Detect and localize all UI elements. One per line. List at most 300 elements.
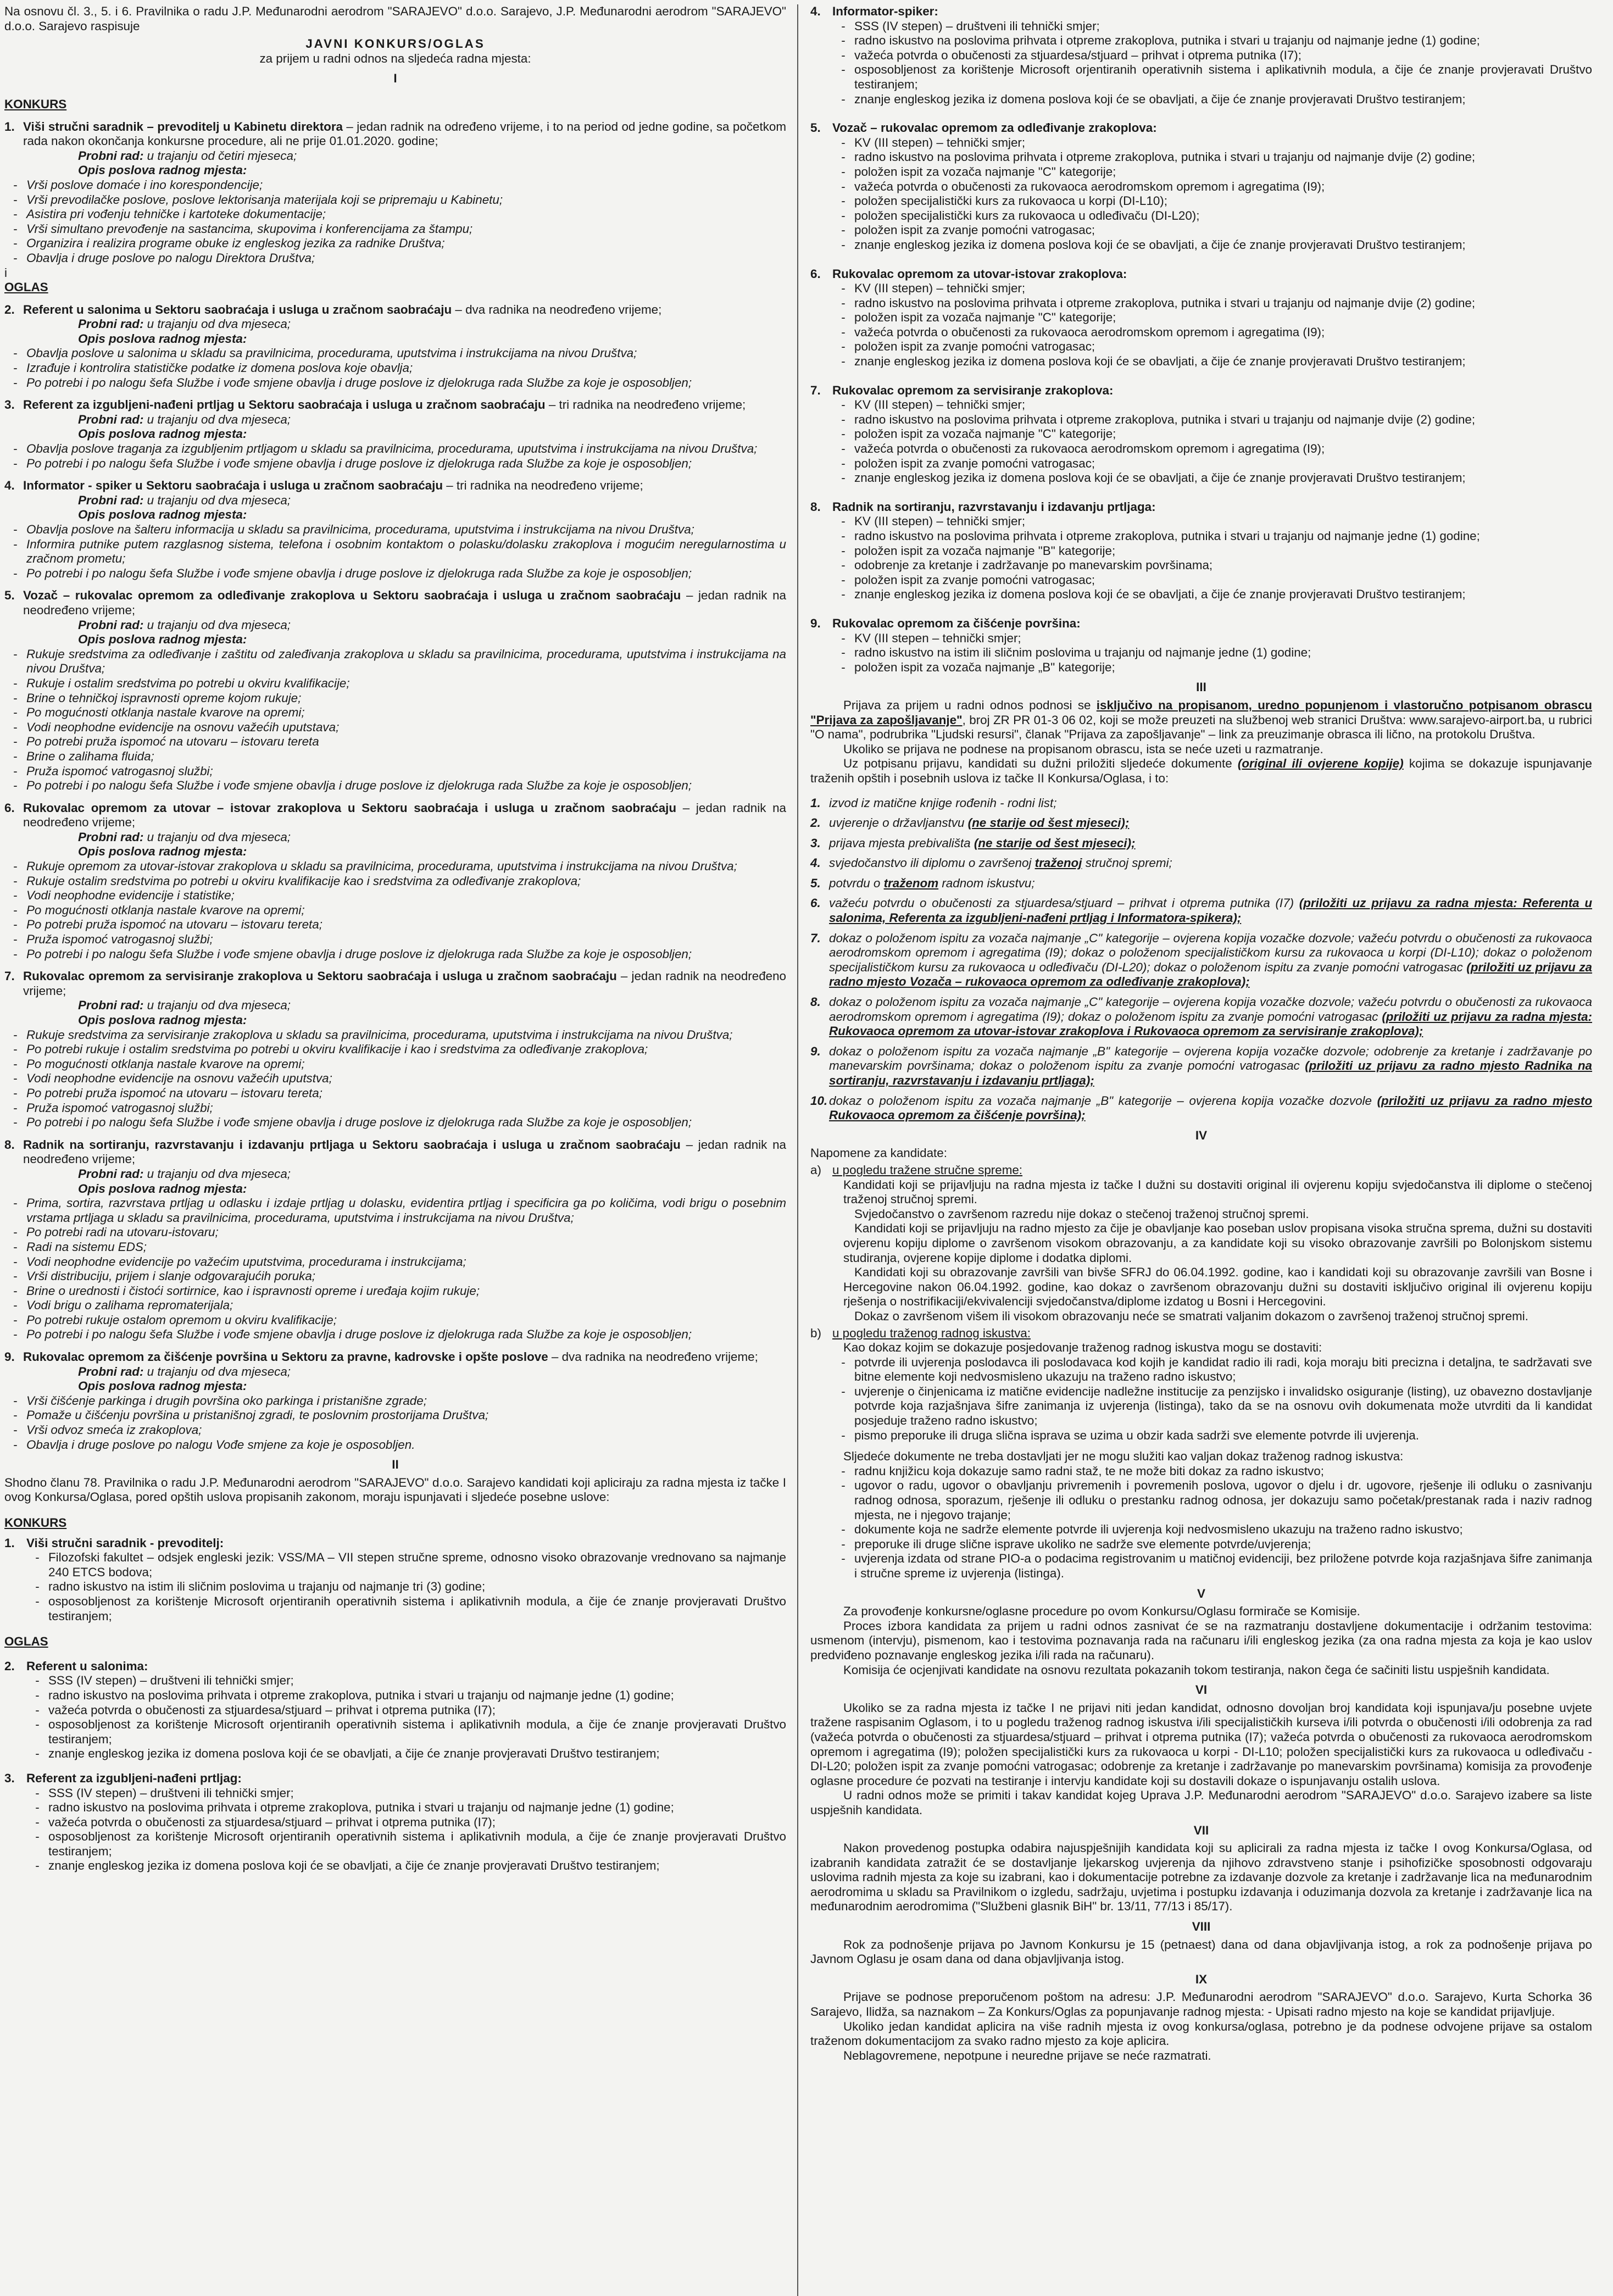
list-text: Po potrebi rukuje i ostalim sredstvima po potrebi u okviru kvalifikacije i kao i sredstvima za odleđivanje zrakoplova; [26, 1042, 648, 1057]
section-vii-heading: VII [1193, 1823, 1209, 1837]
dash-mark: - [13, 888, 18, 903]
dash-mark: - [841, 1384, 846, 1398]
note-a-paragraph: Kandidati koji se prijavljuju na radna mjesta iz tačke I dužni su dostaviti original ili ovjerenu kopiju svjedočanstva ili diplome o stečenoj traženoj stručnoj spremi. [843, 1177, 1592, 1207]
dash-mark: - [841, 1428, 846, 1442]
dash-mark: - [841, 135, 846, 149]
list-text: Obavlja poslove na šalteru informacija u skladu sa pravilnicima, procedurama, uputstvima i instrukcijama na nivou Društva; [26, 522, 694, 536]
duty-item [4, 1423, 786, 1438]
duty-item [4, 537, 786, 566]
list-text: Rukuje i ostalim sredstvima po potrebi u okviru kvalifikacije; [26, 676, 350, 690]
invalid-evidence-item [832, 1464, 1592, 1479]
req-konkurs-heading: KONKURS [4, 1516, 67, 1530]
dash-mark: - [841, 354, 846, 369]
requirement-line [832, 281, 1592, 296]
duty-item [4, 1101, 786, 1116]
list-text: osposobljenost za korištenje Microsoft orjentiranih operativnih sistema i aplikativnih modula, a čije će znanje provjeravati Društvo testiranjem; [854, 63, 1592, 91]
position-duties [4, 346, 786, 390]
duty-item [4, 1408, 786, 1423]
req-oglas-heading: OGLAS [4, 1635, 48, 1649]
duty-item [4, 1284, 786, 1299]
list-text: osposobljenost za korištenje Microsoft orjentiranih operativnih sistema i aplikativnih modula, a čije će znanje provjeravati Društvo testiranjem; [48, 1717, 786, 1746]
duty-item: - Vrši simultano prevođenje na sastancima, skupovima i konferencijama za štampu; [13, 221, 473, 236]
dash-mark: - [35, 1786, 40, 1800]
probni-label: Probni rad: [78, 618, 144, 632]
document-text: izvod iz matične knjige rođenih - rodni list; [829, 796, 1057, 810]
list-text: uvjerenje o činjenicama iz matične evidencije nadležne institucije za penzijsko i invalidsko osiguranje (listing), uz obavezno dostavljanje potvrde koja razjašnjava šifre zanimanja iz uvjerenja (listinga), tako da se na osnovu ovih dokumenata može utvrditi da li kandidat posjeduje traženo radno iskustvo; [854, 1384, 1592, 1428]
position-terms: – jedan radnik na neodređeno vrijeme; [23, 969, 786, 998]
requirement-lines [810, 398, 1592, 486]
duty-item [4, 1240, 786, 1255]
requirement-line [832, 325, 1592, 340]
requirement-line [26, 1859, 786, 1874]
dash-mark: - [841, 1552, 846, 1566]
duty-item [4, 749, 786, 764]
vi-paragraph-1: Ukoliko se za radna mjesta iz tačke I ne prijavi niti jedan kandidat, odnosno dovoljan broj kandidata koji ispunjava/ju posebne uvjete tražene raspisanim Oglasom, i to u pogledu traženog radnog iskustva i/ili specijalističkih kurseva i/ili potvrda o obučenosti i/ili odobrenja za rad (važeća potvrda o obučenosti za stjuardesa/stjuard – prihvat i otprema putnika (I7); važeća potvrda o obučenosti za rukovaoca aerodromskom opremom i agregatima (I9); položen specijalistički kurs za rukovaoca u korpi - DI-L10; položen specijalistički kurs za rukovaoca u odleđivaču - DI-L20; položen ispit za zvanje pomoćni vatrogasac; odobrenje za kretanje i zadržavanje po manevarskim površinama) komisija za provođenje oglasne procedure će pozvati na testiranje i intervju kandidate koji su dostavili dokaze o ispunjavanju ostalih uslova. [810, 1700, 1592, 1788]
ix-paragraph-1: Prijave se podnose preporučenom poštom na adresu: J.P. Međunarodni aerodrom "SARAJEVO" d.o.o. Sarajevo, Kurta Schorka 36 Sarajevo, Ilidža, sa naznakom – Za Konkurs/Oglas za popunjavanje radnog mjesta: - Upisati radno mjesto na koje se kandidat prijavljuje. [810, 1990, 1592, 2019]
position-number: 7. [4, 969, 15, 983]
iv-intro: Napomene za kandidate: [810, 1146, 947, 1160]
requirement-title: Vozač – rukovalac opremom za odleđivanje zrakoplova: [832, 121, 1157, 135]
requirement-title: Referent u salonima: [26, 1659, 148, 1673]
position-number: 8. [4, 1137, 15, 1152]
position-duties [4, 859, 786, 961]
probni-value: u trajanju od dva mjeseca; [147, 412, 291, 426]
list-text: znanje engleskog jezika iz domena poslova koji će se obavljati, a čije će znanje provjeravati Društvo testiranjem; [854, 237, 1466, 252]
list-text: preporuke ili druge slične isprave ukoliko ne sadrže sve elemente potvrde/uvjerenja; [854, 1537, 1311, 1551]
list-text: Obavlja i druge poslove po nalogu Vođe smjene za koje je osposobljen. [26, 1437, 415, 1452]
position-title: Radnik na sortiranju, razvrstavanju i izdavanju prtljaga u Sektoru saobraćaja i usluga u zračnom saobraćaju [23, 1137, 681, 1152]
requirement-lines [810, 136, 1592, 253]
probni-value: u trajanju od dva mjeseca; [147, 1364, 291, 1378]
position-title: Vozač – rukovalac opremom za odleđivanje zrakoplova u Sektoru saobraćaja i usluga u zračnom saobraćaju [23, 588, 681, 603]
position-title: Informator - spiker u Sektoru saobraćaja i usluga u zračnom saobraćaju [23, 479, 443, 493]
document-text: dokaz o položenom ispitu za vozača najmanje „B" kategorije – ovjerena kopija vozačke dozvole; odobrenje za kretanje i zadržavanje po manevarskim površinama; dokaz o položenom ispitu za zvanje pomoćni vatrogasac (priložiti uz prijavu za radno mjesto Radnika na sortiranju, razvrstavanju i izdavanju prtljaga); [829, 1044, 1592, 1087]
dash-mark: - [13, 1086, 18, 1100]
dash-mark: - [13, 1423, 18, 1437]
left-column [4, 4, 798, 2296]
dash-mark: - [841, 631, 846, 645]
duty-item [4, 1313, 786, 1328]
position-number: 5. [4, 588, 15, 603]
requirement-number: 7. [810, 383, 821, 397]
requirement-number: 2. [4, 1659, 15, 1673]
duty-item [4, 859, 786, 874]
probni-label: Probni rad: [78, 830, 144, 844]
list-text: Obavlja poslove traganja za izgubljenim prtljagom u skladu sa pravilnicima, procedurama, uputstvima i instrukcijama na nivou Društva; [26, 442, 758, 456]
document-item [810, 796, 1592, 811]
probni-value: u trajanju od dva mjeseca; [147, 618, 291, 632]
dash-mark: - [13, 1327, 18, 1342]
requirement-line [832, 150, 1592, 165]
dash-mark: - [841, 398, 846, 412]
list-text: dokumente koja ne sadrže elemente potvrde ili uvjerenja koji nedvosmisleno ukazuju na traženo radno iskustvo; [854, 1522, 1463, 1537]
duty-item [4, 1225, 786, 1240]
dash-mark: - [841, 340, 846, 354]
v-paragraph-1: Za provođenje konkursne/oglasne procedure po ovom Konkursu/Oglasu formirače se Komisije. [843, 1604, 1360, 1619]
vi-paragraph-2: U radni odnos može se primiti i takav kandidat kojeg Uprava J.P. Međunarodni aerodrom "SARAJEVO" d.o.o. Sarajevo izabere sa liste uspješnih kandidata. [810, 1788, 1592, 1817]
duty-item [4, 720, 786, 735]
duty-item: - Asistira pri vođenju tehničke i kartoteke dokumentacije; [13, 207, 326, 221]
document-number: 4. [810, 856, 821, 870]
list-text: SSS (IV stepen) – društveni ili tehnički smjer; [854, 19, 1100, 33]
position-duties [4, 442, 786, 471]
note-a-paragraph: Dokaz o završenom višem ili visokom obrazovanju neće se smatrati valjanim dokazom o završenoj traženoj stručnoj spremi. [854, 1309, 1529, 1323]
dash-mark: - [13, 705, 18, 720]
dash-mark: - [13, 566, 18, 580]
list-text: Vodi brigu o zalihama repromaterijala; [26, 1298, 233, 1313]
requirement-8 [810, 500, 1592, 602]
duty-item [4, 705, 786, 720]
requirement-line [26, 1717, 786, 1747]
dash-mark: - [841, 1464, 846, 1478]
requirement-title: Rukovalac opremom za servisiranje zrakoplova: [832, 383, 1114, 397]
list-text: znanje engleskog jezika iz domena poslova koji će se obavljati, a čije će znanje provjeravati Društvo testiranjem; [854, 471, 1466, 485]
position-duties [4, 522, 786, 581]
list-text: Brine o zalihama fluida; [26, 749, 154, 763]
position-2 [4, 303, 786, 347]
list-text: odobrenje za kretanje i zadržavanje po manevarskim površinama; [854, 558, 1213, 572]
requirement-line [832, 427, 1592, 442]
list-text: položen ispit za vozača najmanje „B" kategorije; [854, 660, 1115, 674]
requirement-lines [810, 281, 1592, 369]
list-text: Po potrebi pruža ispomoć na utovaru – istovaru tereta [26, 735, 319, 749]
list-text: Po mogućnosti otklanja nastale kvarove na opremi; [26, 705, 305, 720]
dash-mark: - [841, 442, 846, 456]
dash-mark: - [35, 1747, 40, 1761]
evidence-item [832, 1428, 1592, 1443]
dash-mark: - [13, 903, 18, 917]
position-4 [4, 479, 786, 522]
dash-mark: - [841, 412, 846, 426]
document-number: 10. [810, 1093, 828, 1108]
ix-paragraph-2: Ukoliko jedan kandidat aplicira na više radnih mjesta iz ovog konkursa/oglasa, potrebno je da podnese odvojene prijave sa ostalom traženom dokumentacijom za svako radno mjesto za koje aplicira. [810, 2019, 1592, 2048]
position-duties [4, 1394, 786, 1452]
list-text: Prima, sortira, razvrstava prtljag u odlasku i izdaje prtljag u dolasku, evidentira prtljag i specificira ga po količima, vodi brigu o posebnim vrstama prtljaga u skladu sa pravilnicima, procedurama, uputstvima i instrukcijama na nivou Društva; [26, 1196, 786, 1225]
requirement-line [26, 1786, 786, 1801]
list-text: Pomaže u čišćenju površina u pristanišnoj zgradi, te poslovnim prostorijama Društva; [26, 1408, 489, 1422]
duty-item [4, 1042, 786, 1057]
requirement-line [832, 34, 1592, 48]
duty-item [4, 522, 786, 537]
duty-item [4, 346, 786, 361]
requirement-line [832, 63, 1592, 92]
stray-mark: i [4, 265, 7, 280]
position-duties [4, 1196, 786, 1342]
list-text: Po potrebi i po nalogu šefa Službe i vođe smjene obavlja i druge poslove iz djelokruga rada Službe za koje je osposobljen; [26, 375, 692, 390]
dash-mark: - [841, 164, 846, 179]
opis-label: Opis poslova radnog mjesta: [78, 844, 247, 859]
requirement-line [832, 514, 1592, 529]
requirement-7 [810, 383, 1592, 486]
requirement-line: - osposobljenost za korištenje Microsoft orjentiranih operativnih sistema i aplikativnih modula, a čije će znanje provjeravati Društvo testiranjem; [35, 1594, 786, 1623]
requirement-line [832, 310, 1592, 325]
requirement-line [832, 558, 1592, 573]
dash-mark: - [13, 1393, 18, 1408]
document-number: 7. [810, 931, 821, 945]
list-text: Rukuje sredstvima za servisiranje zrakoplova u skladu sa pravilnicima, procedurama, uputstvima i instrukcijama na nivou Društva; [26, 1027, 733, 1042]
duty-item: - Organizira i realizira programe obuke iz engleskog jezika za radnike Društva; [13, 236, 445, 251]
dash-mark: - [13, 361, 18, 375]
duty-item [4, 442, 786, 457]
requirement-line [832, 573, 1592, 588]
dash-mark: - [841, 456, 846, 470]
dash-mark: - [35, 1717, 40, 1732]
list-text: potvrde ili uvjerenja poslodavca ili poslodavaca kod kojih je kandidat radio ili radi, koja moraju biti precizna i detaljna, te sadržavati sve bitne elemente koji nedvosmisleno ukazuju na traženo radno iskustvo; [854, 1355, 1592, 1384]
requirement-line [832, 442, 1592, 457]
requirement-line [832, 180, 1592, 194]
dash-mark: - [841, 572, 846, 587]
list-text: Po mogućnosti otklanja nastale kvarove na opremi; [26, 1057, 305, 1071]
dash-mark: - [13, 1239, 18, 1254]
dash-mark: - [13, 522, 18, 536]
list-text: Po potrebi i po nalogu šefa Službe i vođe smjene obavlja i druge poslove iz djelokruga rada Službe za koje je osposobljen; [26, 1115, 692, 1130]
dash-mark: - [35, 1859, 40, 1873]
opis-label: Opis poslova radnog mjesta: [78, 331, 247, 346]
v-paragraph-2: Proces izbora kandidata za prijem u radni odnos zasnivat će se na razmatranju dostavljene dokumentacije i održanim testovima: usmenom (intervju), pismenom, kao i testovima poznavanja rada na računaru i/ili engleskog jezika (za ona radna mjesta za koja je kao uslov predviđeno poznavanje engleskog jezika i/ili rada na računaru). [810, 1619, 1592, 1662]
requirement-3 [4, 1771, 786, 1874]
dash-mark: - [13, 947, 18, 961]
dash-mark: - [841, 208, 846, 223]
requirement-line: - radno iskustvo na istim ili sličnim poslovima u trajanju od najmanje tri (3) godine; [35, 1580, 486, 1594]
dash-mark: - [13, 1042, 18, 1057]
list-text: Vodi neophodne evidencije i statistike; [26, 888, 235, 903]
requirement-line [832, 587, 1592, 602]
requirement-title: Rukovalac opremom za čišćenje površina: [832, 616, 1081, 630]
position-title: Referent u salonima u Sektoru saobraćaja i usluga u zračnom saobraćaju [23, 302, 452, 316]
requirement-line [832, 354, 1592, 369]
list-text: važeća potvrda o obučenosti za stjuardesa/stjuard – prihvat i otprema putnika (I7); [48, 1815, 496, 1829]
list-text: Po potrebi rukuje ostalom opremom u okviru kvalifikacije; [26, 1313, 337, 1327]
requirement-lines [810, 631, 1592, 675]
list-text: Obavlja poslove u salonima u skladu sa pravilnicima, procedurama, uputstvima i instrukcijama na nivou Društva; [26, 346, 637, 360]
duty-item [4, 1086, 786, 1101]
requirement-number: 8. [810, 499, 821, 514]
dash-mark: - [13, 442, 18, 456]
list-text: Po potrebi i po nalogu šefa Službe i vođe smjene obavlja i druge poslove iz djelokruga rada Službe za koje je osposobljen; [26, 947, 692, 961]
requirement-title: Radnik na sortiranju, razvrstavanju i izdavanju prtljaga: [832, 499, 1156, 514]
dash-mark: - [13, 1071, 18, 1086]
section-iv-heading: IV [1195, 1128, 1208, 1142]
dash-mark: - [13, 676, 18, 690]
document-number: 1. [810, 796, 821, 810]
document-text: uvjerenje o državljanstvu (ne starije od šest mjeseci); [829, 816, 1130, 830]
dash-mark: - [13, 1437, 18, 1452]
invalid-evidence-item [832, 1537, 1592, 1552]
dash-mark: - [13, 764, 18, 778]
probni-label: Probni rad: [78, 1364, 144, 1378]
list-text: Po potrebi pruža ispomoć na utovaru – istovaru tereta; [26, 918, 322, 932]
list-text: KV (III stepen – tehnički smjer; [854, 631, 1021, 645]
position-terms: – jedan radnik na neodređeno vrijeme; [23, 800, 786, 830]
right-column [798, 4, 1592, 2296]
document-text: dokaz o položenom ispitu za vozača najmanje „B" kategorije – ovjerena kopija vozačke dozvole (priložiti uz prijavu za radno mjesto Rukovaoca opremom za čišćenje površina); [829, 1093, 1593, 1122]
position-8 [4, 1138, 786, 1196]
duty-item [4, 676, 786, 691]
requirement-line [832, 296, 1592, 311]
document-title: JAVNI KONKURS/OGLAS [305, 37, 485, 51]
duty-item [4, 691, 786, 706]
position-title: Rukovalac opremom za utovar – istovar zrakoplova u Sektoru saobraćaja i usluga u zračnom saobraćaju [23, 800, 677, 815]
requirement-line [832, 660, 1592, 675]
duty-item [4, 566, 786, 581]
dash-mark: - [35, 1674, 40, 1688]
position-1 [4, 120, 786, 178]
evidence-item [832, 1355, 1592, 1385]
dash-mark: - [841, 543, 846, 558]
position-7 [4, 969, 786, 1027]
document-item [810, 896, 1592, 925]
position-6 [4, 801, 786, 859]
list-text: uvjerenja izdata od strane PIO-a o podacima registrovanim u matičnoj evidenciji, bez priložene potvrde koja razjašnjava šifre zanimanja i stručne spreme iz uvjerenja (listinga). [854, 1552, 1592, 1580]
duty-item [4, 1438, 786, 1453]
requirement-line [832, 471, 1592, 486]
duty-item: - Vrši poslove domaće i ino korespondencije; [13, 177, 263, 192]
requirement-line [26, 1674, 786, 1688]
position-5 [4, 588, 786, 647]
list-text: Vodi neophodne evidencije po važećim uputstvima, procedurama i instrukcijama; [26, 1254, 466, 1269]
position-number: 1. [4, 119, 15, 134]
dash-mark: - [841, 1537, 846, 1551]
requirement-number: 3. [4, 1771, 15, 1785]
dash-mark: - [13, 1100, 18, 1115]
vii-paragraph-1: Nakon provedenog postupka odabira najuspješnijih kandidata koji su aplicirali za radna mjesta iz tačke I ovog Konkursa/Oglasa, od izabranih kandidata zatražit će se dostavljanje ljekarskog uvjerenja da njihovo zdravstveno stanje i psihofizičke sposobnosti odgovaraju uslovima radnih mjesta za koje su izabrani, kao i dokumentacije potrebne za izdavanje dozvole za kretanje i zadržavanje lica na međunarodnim aerodromima u skladu sa Pravilnikom o izgledu, sadržaju, uvjetima i postupku izdavanja i oduzimanja dozvola za kretanje i zadržavanje lica na međunarodnim aerodromima ("Službeni glasnik BiH" br. 13/11, 77/13 i 85/17). [810, 1841, 1592, 1914]
list-text: Rukuje sredstvima za odleđivanje i zaštitu od zaleđivanja zrakoplova u skladu sa pravilnicima, procedurama, uputstvima i instrukcijama na nivou Društva; [26, 647, 786, 676]
position-1-duties [4, 178, 786, 266]
list-text: KV (III stepen) – tehnički smjer; [854, 514, 1026, 529]
note-a-paragraphs [810, 1178, 1592, 1324]
requirement-line [832, 19, 1592, 34]
probni-label: Probni rad: [78, 412, 144, 426]
iii-paragraph-3: Uz potpisanu prijavu, kandidati su dužni priložiti sljedeće dokumente (original ili ovjerene kopije) kojima se dokazuje ispunjavanje traženih opštih i posebnih uslova iz tačke II Konkursa/Oglasa, i to: [810, 757, 1592, 785]
opis-label: Opis poslova radnog mjesta: [78, 1013, 247, 1027]
requirement-5 [810, 121, 1592, 252]
duty-item [4, 1394, 786, 1409]
probni-label: Probni rad: [78, 493, 144, 507]
dash-mark: - [841, 660, 846, 674]
iii-paragraph-2: Ukoliko se prijava ne podnese na propisanom obrascu, ista se neće uzeti u razmatranje. [843, 742, 1323, 756]
dash-mark: - [841, 1478, 846, 1493]
req-oglas-left [4, 1659, 786, 1874]
probni-label: Probni rad: [78, 317, 144, 331]
duty-item [4, 918, 786, 932]
list-text: važeća potvrda o obučenosti za rukovaoca aerodromskom opremom i agregatima (I9); [854, 179, 1325, 193]
dash-mark: - [13, 375, 18, 390]
list-text: položen ispit za zvanje pomoćni vatrogasac; [854, 223, 1095, 237]
list-text: važeća potvrda o obučenosti za rukovaoca aerodromskom opremom i agregatima (I9); [854, 325, 1325, 339]
requirement-number: 5. [810, 121, 821, 135]
section-ii-heading: II [392, 1458, 399, 1472]
section-vi-heading: VI [1195, 1683, 1208, 1697]
position-terms: – dva radnika na neodređeno vrijeme; [548, 1350, 758, 1364]
dash-mark: - [841, 310, 846, 325]
list-text: Informira putnike putem razglasnog sistema, telefona i osobnim kontaktom o polasku/dolasku zrakoplova i mogućim neregularnostima u zračnom prometu; [26, 537, 786, 566]
duty-item [4, 764, 786, 779]
dash-mark: - [35, 1800, 40, 1815]
list-text: radno iskustvo na poslovima prihvata i otpreme zrakoplova, putnika i stvari u trajanju od najmanje dvije (2) godine; [854, 150, 1476, 164]
list-text: važeća potvrda o obučenosti za stjuardesa/stjuard – prihvat i otprema putnika (I7); [854, 48, 1301, 62]
document-text: svjedočanstvo ili diplomu o završenoj traženoj stručnoj spremi; [829, 856, 1172, 870]
list-text: SSS (IV stepen) – društveni ili tehnički smjer; [48, 1786, 294, 1800]
note-a-paragraph: Kandidati koji se prijavljuju na radno mjesto za čije je obavljanje kao poseban uslov propisana visoka stručna sprema, dužni su dostaviti ovjerenu kopiju diplome o završenom visokom obrazovanju, a za kandidate koji su visoko obrazovanje završili po Bolonjskom sistemu studiranja, ovjerene kopije diplome i dodatka diplomi. [843, 1221, 1592, 1265]
invalid-evidence-item [832, 1522, 1592, 1537]
dash-mark: - [841, 237, 846, 252]
requirement-line: - Filozofski fakultet – odsjek engleski jezik: VSS/MA – VII stepen stručne spreme, odnosno visoko obrazovanje vrednovano sa najmanje 240 ETCS bodova; [35, 1550, 786, 1579]
list-text: Pruža ispomoć vatrogasnoj službi; [26, 764, 213, 778]
requirement-4 [810, 4, 1592, 107]
requirement-line [832, 238, 1592, 253]
note-b-list-2 [810, 1464, 1592, 1581]
requirement-9 [810, 616, 1592, 675]
list-text: Izrađuje i kontrolira statističke podatke iz domena poslova koje obavlja; [26, 361, 413, 375]
position-terms: – tri radnika na neodređeno vrijeme; [443, 479, 643, 493]
list-text: Po potrebi i po nalogu šefa Službe i vođe smjene obavlja i druge poslove iz djelokruga rada Službe za koje je osposobljen; [26, 779, 692, 793]
duty-item [4, 874, 786, 889]
required-documents [810, 796, 1592, 1123]
opis-label: Opis poslova radnog mjesta: [78, 427, 247, 441]
list-text: položen ispit za vozača najmanje "C" kategorije; [854, 164, 1116, 179]
duty-item [4, 903, 786, 918]
dash-mark: - [13, 779, 18, 793]
note-a-paragraph: Kandidati koji su obrazovanje završili van bivše SFRJ do 06.04.1992. godine, kao i kandidati koji su obrazovanje završili van Bosne i Hercegovine nakon 06.04.1992. godine, kao dokaz o završenom obrazovanju dužni su dostaviti isključivo original ili ovjerenu kopiju rješenja o nostrifikaciji/ekvivalenciji svjedočanstva/diplome izdatog u Bosni i Hercegovini. [843, 1265, 1592, 1309]
position-number: 3. [4, 398, 15, 412]
list-text: položen ispit za zvanje pomoćni vatrogasac; [854, 572, 1095, 587]
position-title: Rukovalac opremom za čišćenje površina u Sektoru za pravne, kadrovske i opšte poslove [23, 1350, 548, 1364]
requirement-line [832, 340, 1592, 354]
list-text: radno iskustvo na poslovima prihvata i otpreme zrakoplova, putnika i stvari u trajanju od najmanje jedne (1) godine; [854, 529, 1480, 543]
document-item [810, 856, 1592, 871]
requirement-line [832, 529, 1592, 544]
requirement-line [832, 646, 1592, 660]
probni-value: u trajanju od dva mjeseca; [147, 830, 291, 844]
dash-mark: - [13, 720, 18, 734]
dash-mark: - [13, 1225, 18, 1239]
note-a-paragraph: Svjedočanstvo o završenom razredu nije dokaz o stečenoj traženoj stručnoj spremi. [854, 1207, 1309, 1221]
list-text: znanje engleskog jezika iz domena poslova koji će se obavljati, a čije će znanje provjeravati Društvo testiranjem; [48, 1747, 660, 1761]
dash-mark: - [13, 1269, 18, 1283]
document-item [810, 1044, 1592, 1088]
section-ix-heading: IX [1195, 1972, 1208, 1986]
list-text: Rukuje opremom za utovar-istovar zrakoplova u skladu sa pravilnicima, procedurama, uputstvima i instrukcijama na nivou Društva; [26, 859, 737, 874]
section-v-heading: V [1197, 1586, 1205, 1600]
dash-mark: - [13, 691, 18, 705]
dash-mark: - [841, 63, 846, 77]
position-duties [4, 1028, 786, 1130]
list-text: znanje engleskog jezika iz domena poslova koji će se obavljati, a čije će znanje provjeravati Društvo testiranjem; [854, 354, 1466, 369]
list-text: položen specijalistički kurs za rukovaoca u korpi (DI-L10); [854, 194, 1167, 208]
requirement-lines [4, 1786, 786, 1874]
list-text: položen ispit za zvanje pomoćni vatrogasac; [854, 456, 1095, 470]
requirement-line [26, 1800, 786, 1815]
duty-item: - Vrši prevodilačke poslove, poslove lektorisanja materijala koji se pripremaju u Kabinetu; [13, 192, 503, 207]
ix-paragraph-3: Neblagovremene, nepotpune i neuredne prijave se neće razmatrati. [843, 2048, 1211, 2062]
document-item [810, 876, 1592, 891]
requirement-title: Informator-spiker: [832, 4, 938, 18]
list-text: radno iskustvo na poslovima prihvata i otpreme zrakoplova, putnika i stvari u trajanju od najmanje jedne (1) godine; [48, 1688, 674, 1702]
list-text: Radi na sistemu EDS; [26, 1239, 147, 1254]
dash-mark: - [13, 1313, 18, 1327]
list-text: Po mogućnosti otklanja nastale kvarove na opremi; [26, 903, 305, 917]
duty-item [4, 735, 786, 749]
list-text: položen ispit za vozača najmanje "B" kategorije; [854, 543, 1116, 558]
dash-mark: - [841, 587, 846, 602]
list-text: Po potrebi pruža ispomoć na utovaru – istovaru tereta; [26, 1086, 322, 1100]
dash-mark: - [841, 471, 846, 485]
list-text: Brine o urednosti i čistoći sortirnice, kao i ispravnosti opreme i uređaja kojim rukuje; [26, 1283, 480, 1298]
list-text: Po potrebi i po nalogu šefa Službe i vođe smjene obavlja i druge poslove iz djelokruga rada Službe za koje je osposobljen; [26, 1327, 692, 1342]
req-oglas-right [810, 4, 1592, 675]
list-text: Vodi neophodne evidencije na osnovu važećih uputstava; [26, 720, 340, 734]
note-b-not: Sljedeće dokumente ne treba dostavljati jer ne mogu služiti kao valjan dokaz traženog radnog iskustva: [843, 1449, 1404, 1464]
